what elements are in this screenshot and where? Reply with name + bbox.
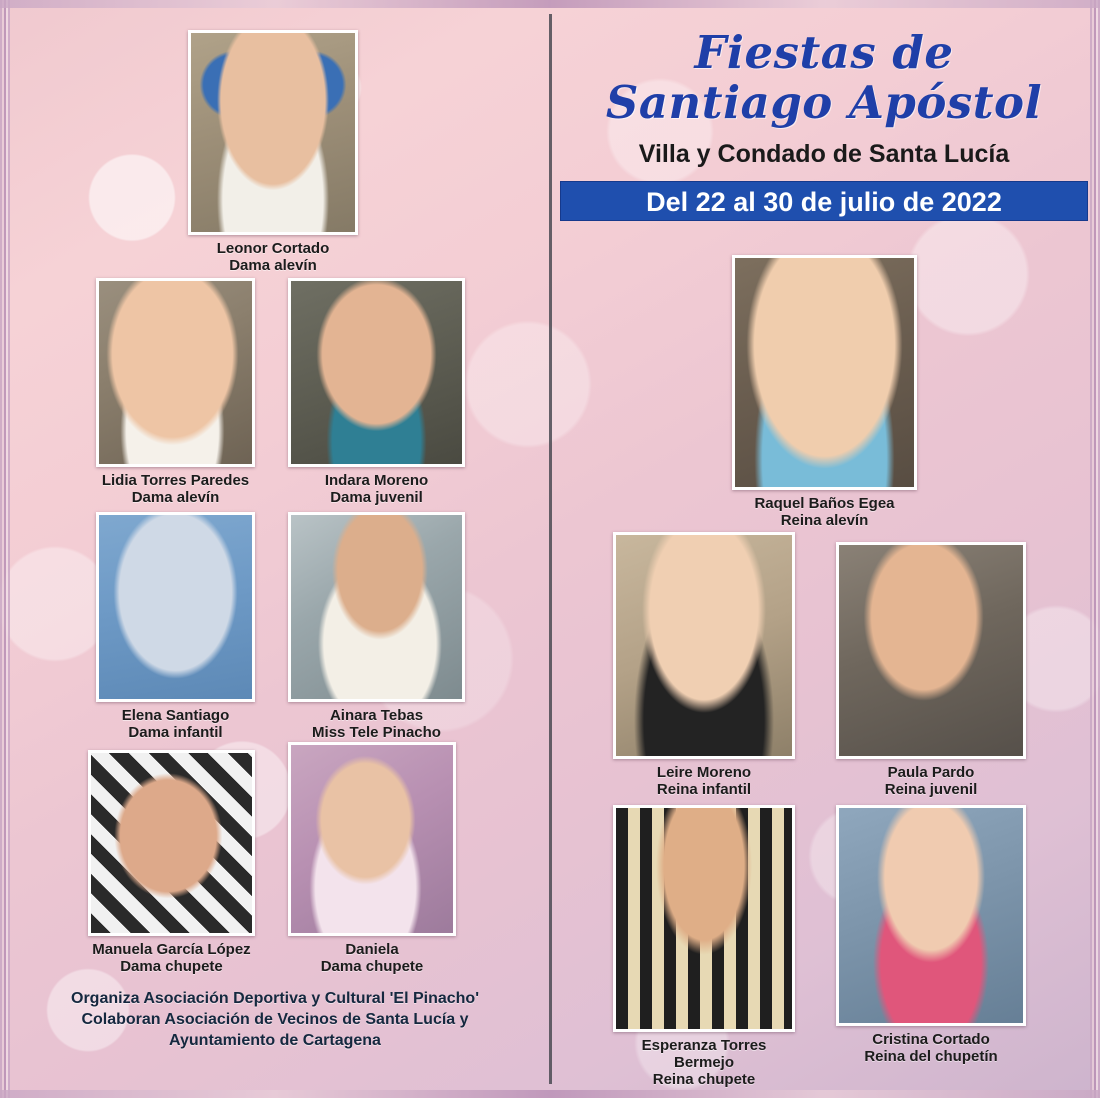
caption-paula-pardo [836, 764, 1026, 798]
person-role-lidia-torres-paredes: Dama alevín [131, 489, 220, 506]
photo-ainara-tebas [288, 512, 465, 702]
person-role-indara-moreno: Dama juvenil [330, 489, 423, 506]
credits-block [20, 988, 530, 1051]
photo-leonor-cortado [188, 30, 358, 235]
photo-lidia-torres-paredes [96, 278, 255, 467]
photo-indara-moreno [288, 278, 465, 467]
person-card-ainara-tebas [288, 512, 465, 741]
person-card-lidia-torres-paredes [96, 278, 255, 506]
poster-date-band: Del 22 al 30 de julio de 2022 [560, 181, 1088, 221]
poster-header [560, 28, 1088, 221]
person-role-paula-pardo: Reina juvenil [884, 781, 978, 798]
caption-elena-santiago [96, 707, 255, 741]
person-role-ainara-tebas: Miss Tele Pinacho [312, 724, 441, 741]
photo-cristina-cortado [836, 805, 1026, 1026]
person-name-ainara-tebas: Ainara Tebas [329, 707, 424, 724]
person-role-daniela: Dama chupete [320, 958, 424, 975]
right-border-stripe [1090, 0, 1100, 1098]
person-role-manuela-garcia-lopez: Dama chupete [120, 958, 223, 975]
photo-manuela-garcia-lopez [88, 750, 255, 936]
bottom-border-stripe [0, 1090, 1100, 1098]
credits-line-2: Colaboran Asociación de Vecinos de Santa Lucía y [81, 1011, 469, 1028]
caption-esperanza-torres-bermejo [613, 1037, 795, 1088]
person-name-elena-santiago: Elena Santiago [121, 707, 230, 724]
top-border-stripe [0, 0, 1100, 8]
person-card-elena-santiago [96, 512, 255, 741]
person-role-raquel-banos-egea: Reina alevín [780, 512, 869, 529]
photo-leire-moreno [613, 532, 795, 759]
caption-cristina-cortado [836, 1031, 1026, 1065]
person-name-cristina-cortado: Cristina Cortado [872, 1031, 990, 1048]
person-card-leire-moreno [613, 532, 795, 798]
person-card-manuela-garcia-lopez [88, 750, 255, 975]
caption-leonor-cortado [188, 240, 358, 274]
person-card-cristina-cortado [836, 805, 1026, 1065]
credits-line-1: Organiza Asociación Deportiva y Cultural 'El Pinacho' [71, 990, 479, 1007]
person-role-elena-santiago: Dama infantil [128, 724, 223, 741]
person-role-leonor-cortado: Dama alevín [229, 257, 317, 274]
person-card-esperanza-torres-bermejo [613, 805, 795, 1088]
caption-raquel-banos-egea [732, 495, 917, 529]
person-card-paula-pardo [836, 542, 1026, 798]
person-name-lidia-torres-paredes: Lidia Torres Paredes [101, 472, 250, 489]
person-card-raquel-banos-egea [732, 255, 917, 529]
poster-subtitle: Villa y Condado de Santa Lucía [638, 140, 1010, 168]
caption-ainara-tebas [288, 707, 465, 741]
person-card-indara-moreno [288, 278, 465, 506]
left-border-stripe [0, 0, 10, 1098]
photo-elena-santiago [96, 512, 255, 702]
caption-indara-moreno [288, 472, 465, 506]
person-card-leonor-cortado [188, 30, 358, 274]
person-name-manuela-garcia-lopez: Manuela García López [92, 941, 251, 958]
caption-leire-moreno [613, 764, 795, 798]
poster-title-line-2: Santiago Apóstol [605, 76, 1043, 129]
photo-esperanza-torres-bermejo [613, 805, 795, 1032]
credits-line-3: Ayuntamiento de Cartagena [169, 1032, 381, 1049]
person-role-esperanza-torres-bermejo: Reina chupete [652, 1071, 756, 1088]
person-name-leonor-cortado: Leonor Cortado [216, 240, 330, 257]
person-name-raquel-banos-egea: Raquel Baños Egea [754, 495, 895, 512]
person-name-paula-pardo: Paula Pardo [887, 764, 975, 781]
caption-lidia-torres-paredes [96, 472, 255, 506]
photo-paula-pardo [836, 542, 1026, 759]
person-card-daniela [288, 742, 456, 975]
person-name-esperanza-torres-bermejo: Esperanza Torres Bermejo [641, 1037, 767, 1071]
person-name-indara-moreno: Indara Moreno [324, 472, 429, 489]
person-role-leire-moreno: Reina infantil [656, 781, 752, 798]
person-role-cristina-cortado: Reina del chupetín [864, 1048, 998, 1065]
caption-manuela-garcia-lopez [88, 941, 255, 975]
column-divider [549, 14, 552, 1084]
poster-title-line-1: Fiestas de [694, 26, 954, 79]
photo-daniela [288, 742, 456, 936]
person-name-daniela: Daniela [345, 941, 399, 958]
photo-raquel-banos-egea [732, 255, 917, 490]
caption-daniela [288, 941, 456, 975]
person-name-leire-moreno: Leire Moreno [656, 764, 752, 781]
